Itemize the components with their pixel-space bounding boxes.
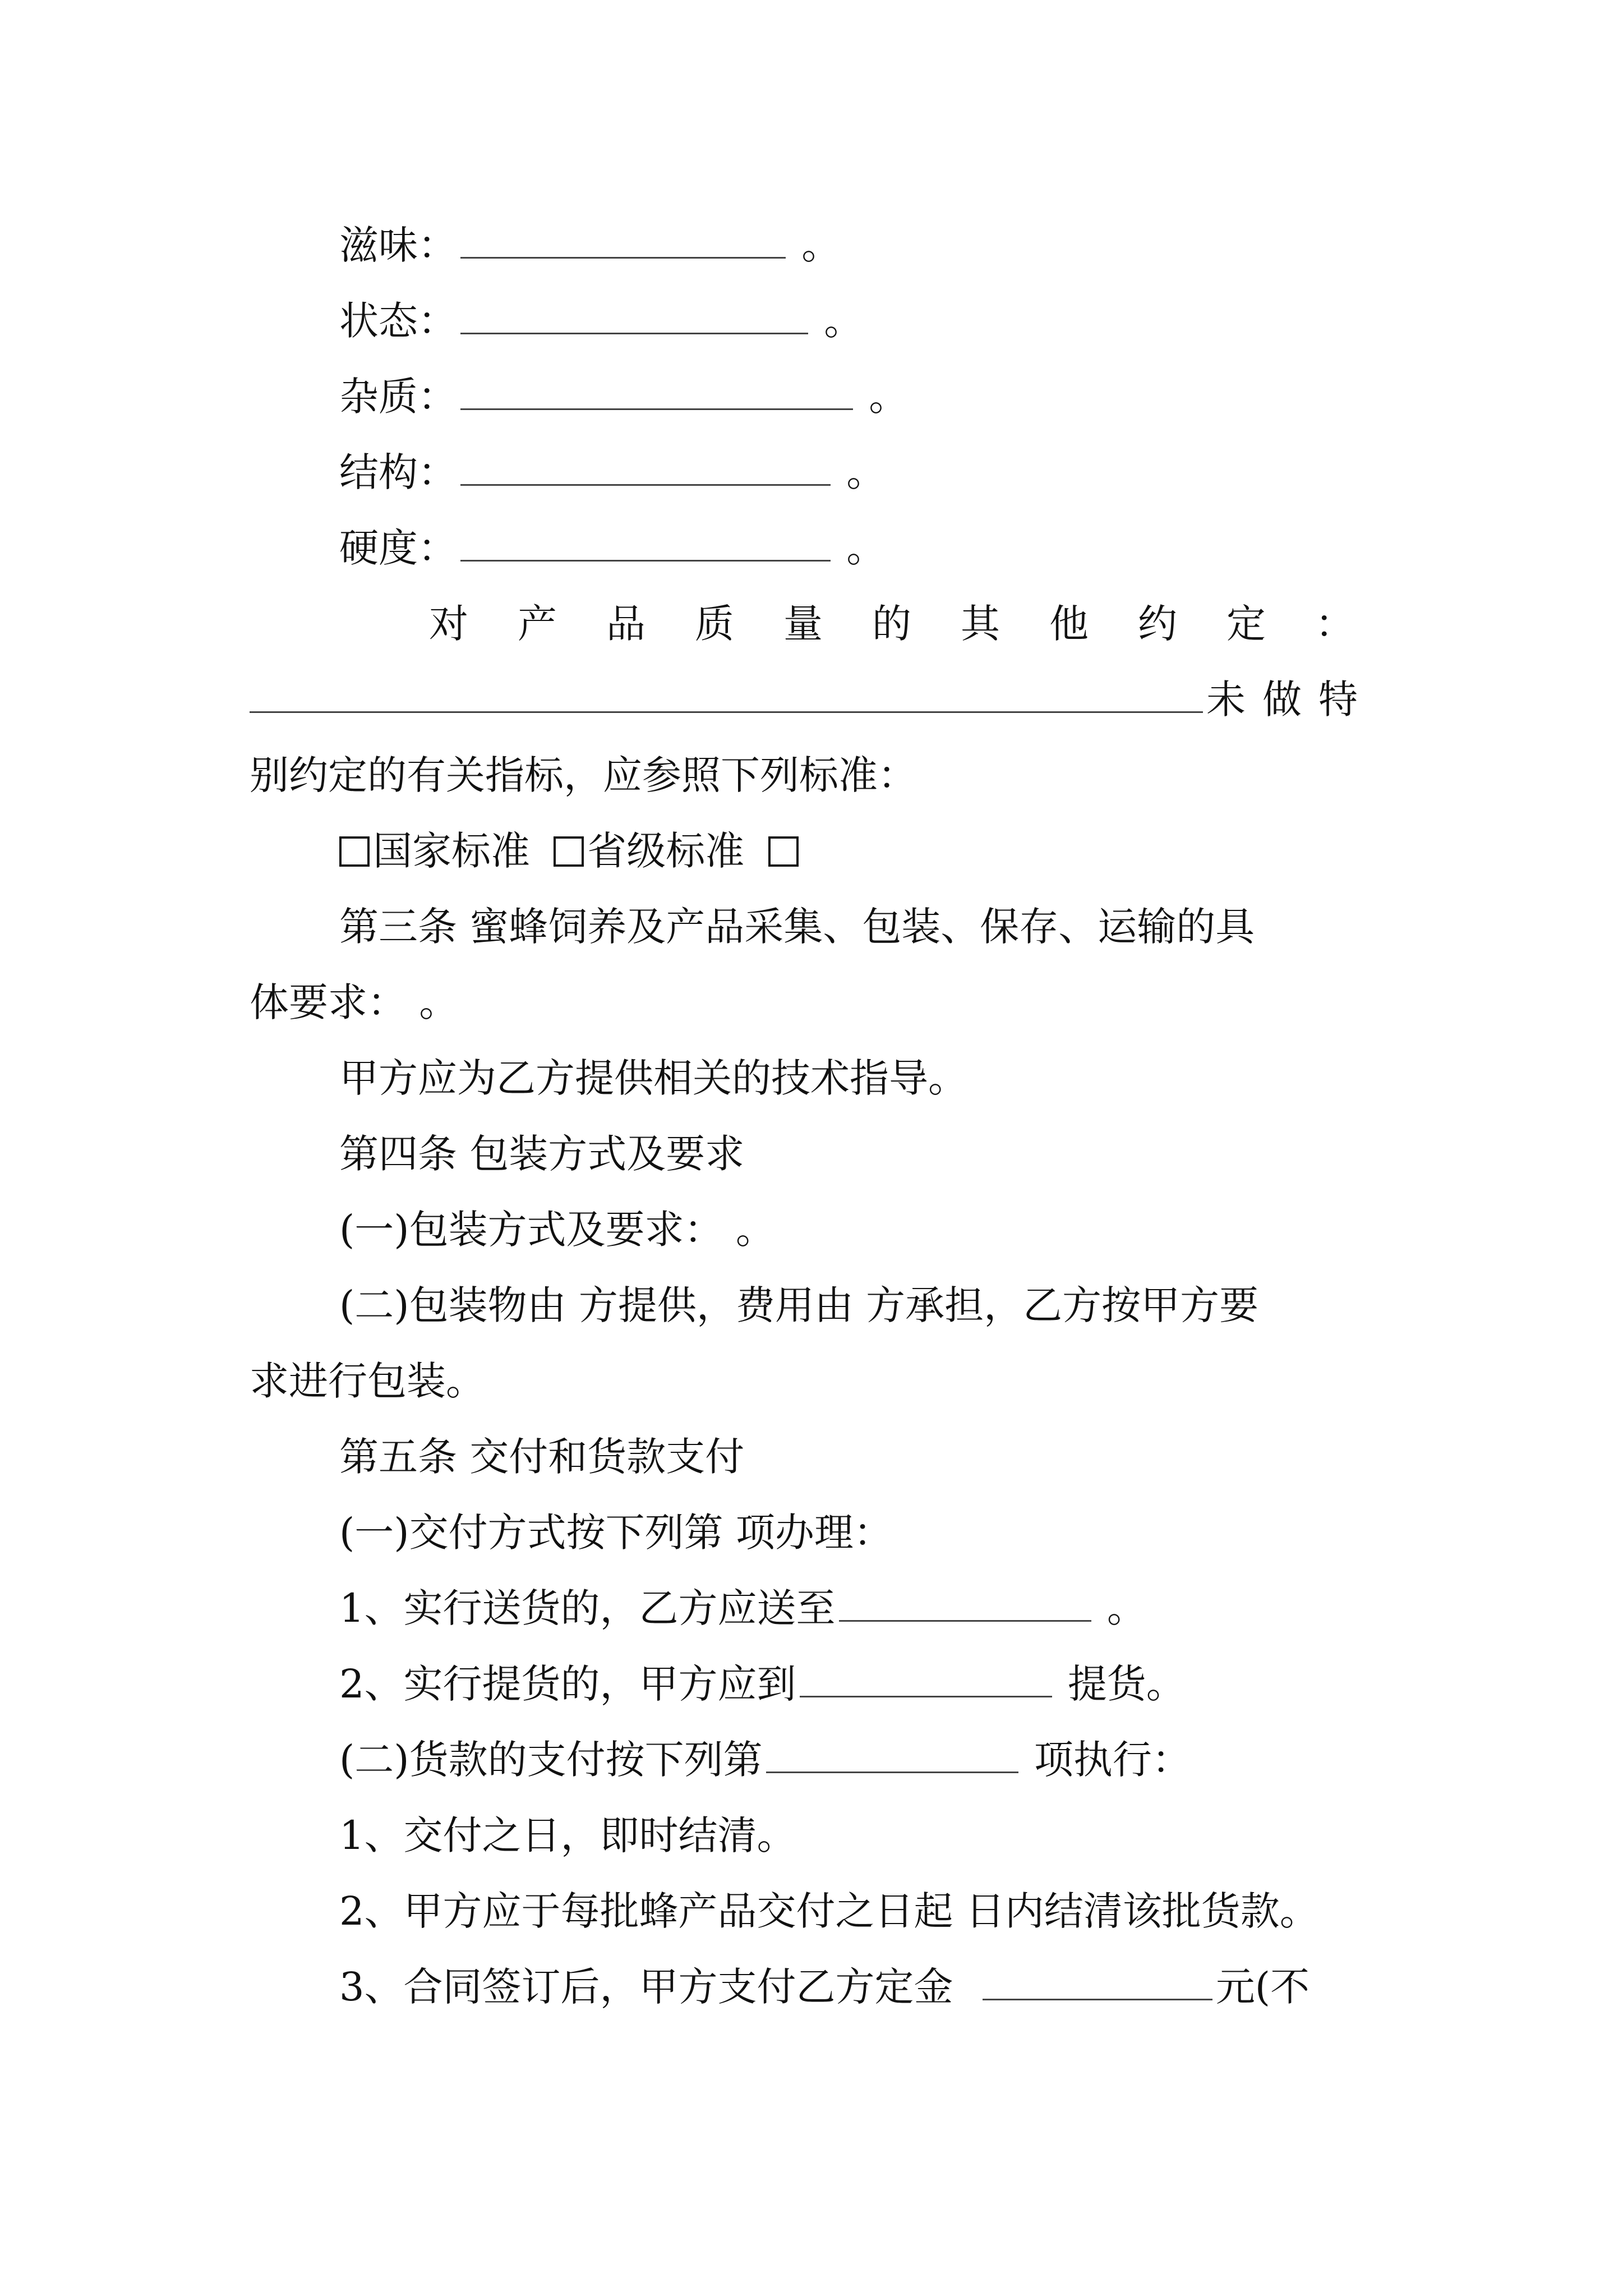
blank-line: [766, 1738, 1018, 1773]
period: 。: [824, 298, 864, 344]
payment-option-2: 2、甲方应于每批蜂产品交付之日起 日内结清该批货款。: [339, 1888, 1319, 1934]
blank-line: [250, 678, 1203, 713]
field-label: 滋味：: [339, 222, 457, 268]
article3-line3: 甲方应为乙方提供相关的技术指导。: [339, 1055, 967, 1101]
other-quality-continuation: 别约定的有关指标，应参照下列标准：: [250, 752, 917, 798]
payment-option-3: [339, 1962, 1310, 2012]
article5-item2: [339, 1734, 1191, 1785]
field-label: 结构：: [339, 449, 457, 495]
other-quality-blank-line: [250, 674, 1375, 725]
article5-item2-tail: 项执行：: [1034, 1737, 1191, 1783]
blank-line: [983, 1965, 1212, 2000]
field-label: 杂质：: [339, 374, 457, 420]
blank-line: [460, 299, 808, 334]
quality-field-impurity: [339, 371, 908, 422]
period: 。: [801, 222, 841, 268]
article4-item2-line1: (二)包装物由 方提供，费用由 方承担，乙方按甲方要: [339, 1282, 1259, 1328]
other-quality-heading: 对产品质量的其他约定：: [429, 601, 1404, 647]
standards-options: [339, 826, 802, 876]
payment-option-3-text: 3、合同签订后，甲方支付乙方定金: [339, 1964, 953, 2010]
delivery-option-1-text: 1、实行送货的，乙方应送至: [339, 1585, 836, 1631]
blank-line: [460, 375, 853, 410]
payment-option-1: 1、交付之日，即时结清。: [339, 1812, 796, 1858]
provincial-standard-label: 省级标准: [587, 828, 745, 874]
article5-item2-text: (二)货款的支付按下列第: [339, 1737, 763, 1783]
national-standard-label: 国家标准: [373, 828, 530, 874]
delivery-option-2-tail: 提货。: [1067, 1661, 1186, 1707]
article3-line1: 第三条 蜜蜂饲养及产品采集、包装、保存、运输的具: [339, 904, 1255, 950]
payment-option-3-tail: 元(不: [1215, 1964, 1310, 2010]
article3-line2: 体要求： 。: [250, 979, 459, 1025]
delivery-option-1: [339, 1583, 1146, 1634]
period: 。: [1106, 1585, 1146, 1631]
national-standard-checkbox[interactable]: [339, 836, 370, 867]
period: 。: [846, 525, 886, 571]
period: 。: [846, 449, 886, 495]
blank-line: [460, 223, 786, 259]
quality-field-taste: [339, 220, 841, 270]
blank-line: [460, 450, 831, 486]
field-label: 状态：: [339, 298, 457, 344]
quality-field-state: [339, 296, 863, 346]
blank-line: [800, 1662, 1052, 1697]
delivery-option-2-text: 2、实行提货的，甲方应到: [339, 1661, 796, 1707]
delivery-option-2: [339, 1659, 1186, 1709]
field-label: 硬度：: [339, 525, 457, 571]
article4-item1: (一)包装方式及要求： 。: [339, 1207, 775, 1253]
quality-field-structure: [339, 447, 886, 498]
blank-line: [839, 1586, 1091, 1622]
article4-title: 第四条 包装方式及要求: [339, 1131, 745, 1177]
article4-item2-line2: 求进行包装。: [250, 1358, 485, 1404]
article5-title: 第五条 交付和货款支付: [339, 1434, 745, 1480]
period: 。: [869, 374, 909, 420]
blank-line: [460, 526, 831, 562]
quality-field-hardness: [339, 523, 886, 573]
article5-item1: (一)交付方式按下列第 项办理：: [339, 1510, 893, 1556]
provincial-standard-checkbox[interactable]: [554, 836, 584, 867]
other-standard-checkbox[interactable]: [768, 836, 799, 867]
line-tail: 未做特: [1206, 677, 1375, 723]
